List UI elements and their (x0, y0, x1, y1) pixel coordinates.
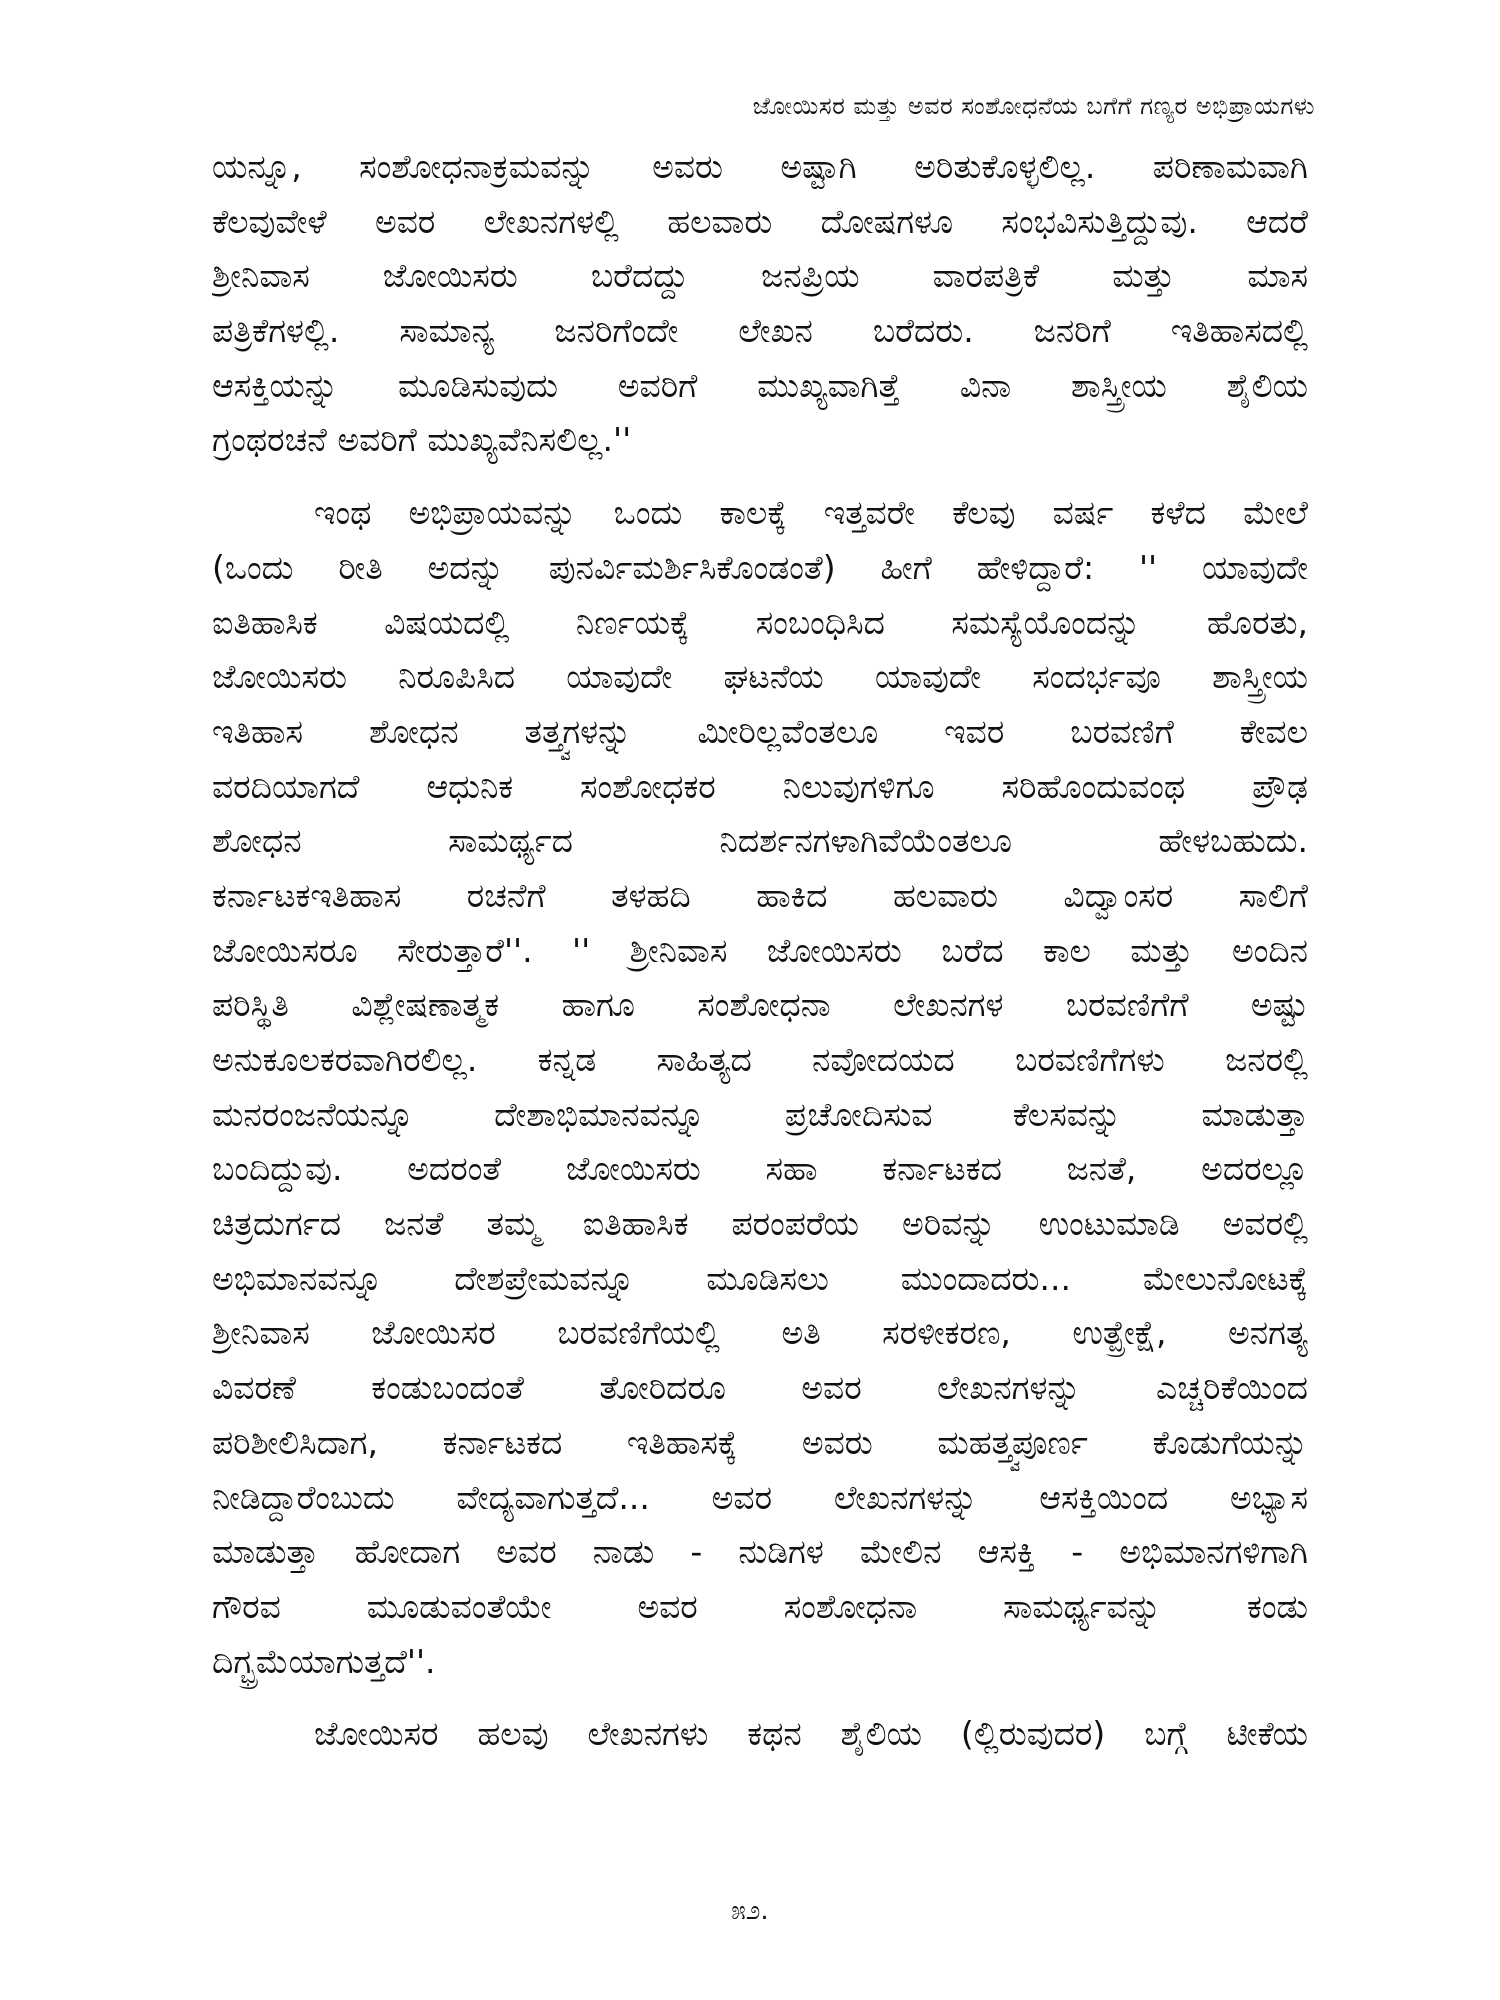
text-line: ಕರ್ನಾಟಕಇತಿಹಾಸ ರಚನೆಗೆ ತಳಹದಿ ಹಾಕಿದ ಹಲವಾರು ವಿದ್ವಾಂಸರ ಸಾಲಿಗೆ (212, 875, 1308, 915)
text-line: ಶ್ರೀನಿವಾಸ ಜೋಯಿಸರು ಬರೆದದ್ದು ಜನಪ್ರಿಯ ವಾರಪತ್ರಿಕೆ ಮತ್ತು ಮಾಸ (212, 256, 1308, 296)
text-line: ಪತ್ರಿಕೆಗಳಲ್ಲಿ. ಸಾಮಾನ್ಯ ಜನರಿಗೆಂದೇ ಲೇಖನ ಬರೆದರು. ಜನರಿಗೆ ಇತಿಹಾಸದಲ್ಲಿ (212, 311, 1308, 351)
text-line: ಬಂದಿದ್ದುವು. ಅದರಂತೆ ಜೋಯಿಸರು ಸಹಾ ಕರ್ನಾಟಕದ ಜನತೆ, ಅದರಲ್ಲೂ (212, 1149, 1308, 1189)
paragraph (212, 486, 1308, 1689)
paragraph (212, 140, 1308, 468)
text-line: ಮನರಂಜನೆಯನ್ನೂ ದೇಶಾಭಿಮಾನವನ್ನೂ ಪ್ರಚೋದಿಸುವ ಕೆಲಸವನ್ನು ಮಾಡುತ್ತಾ (212, 1094, 1308, 1134)
text-line: ಪರಿಶೀಲಿಸಿದಾಗ, ಕರ್ನಾಟಕದ ಇತಿಹಾಸಕ್ಕೆ ಅವರು ಮಹತ್ತ್ವಪೂರ್ಣ ಕೊಡುಗೆಯನ್ನು (212, 1422, 1308, 1462)
body-text (212, 140, 1308, 1762)
text-line: ಇತಿಹಾಸ ಶೋಧನ ತತ್ತ್ವಗಳನ್ನು ಮೀರಿಲ್ಲವೆಂತಲೂ ಇವರ ಬರವಣಿಗೆ ಕೇವಲ (212, 711, 1308, 751)
text-line: ಗ್ರಂಥರಚನೆ ಅವರಿಗೆ ಮುಖ್ಯವೆನಿಸಲಿಲ್ಲ.'' (212, 420, 632, 460)
text-line: ಆಸಕ್ತಿಯನ್ನು ಮೂಡಿಸುವುದು ಅವರಿಗೆ ಮುಖ್ಯವಾಗಿತ್ತೆ ವಿನಾ ಶಾಸ್ತ್ರೀಯ ಶೈಲಿಯ (212, 365, 1308, 405)
text-line: ಚಿತ್ರದುರ್ಗದ ಜನತೆ ತಮ್ಮ ಐತಿಹಾಸಿಕ ಪರಂಪರೆಯ ಅರಿವನ್ನು ಉಂಟುಮಾಡಿ ಅವರಲ್ಲಿ (212, 1204, 1308, 1244)
text-line: ಜೋಯಿಸರ ಹಲವು ಲೇಖನಗಳು ಕಥನ ಶೈಲಿಯ (ಲ್ಲಿರುವುದರ) ಬಗ್ಗೆ ಟೀಕೆಯ (314, 1714, 1308, 1754)
page-number: ೫೨. (731, 1896, 769, 1926)
text-line: ಶ್ರೀನಿವಾಸ ಜೋಯಿಸರ ಬರವಣಿಗೆಯಲ್ಲಿ ಅತಿ ಸರಳೀಕರಣ, ಉತ್ಪ್ರೇಕ್ಷೆ, ಅನಗತ್ಯ (212, 1313, 1308, 1353)
text-line: ನೀಡಿದ್ದಾರೆಂಬುದು ವೇದ್ಯವಾಗುತ್ತದೆ... ಅವರ ಲೇಖನಗಳನ್ನು ಆಸಕ್ತಿಯಿಂದ ಅಭ್ಯಾಸ (212, 1477, 1308, 1517)
text-line: ಅಭಿಮಾನವನ್ನೂ ದೇಶಪ್ರೇಮವನ್ನೂ ಮೂಡಿಸಲು ಮುಂದಾದರು... ಮೇಲುನೋಟಕ್ಕೆ (212, 1258, 1308, 1298)
text-line: ಯನ್ನೂ, ಸಂಶೋಧನಾಕ್ರಮವನ್ನು ಅವರು ಅಷ್ಟಾಗಿ ಅರಿತುಕೊಳ್ಳಲಿಲ್ಲ. ಪರಿಣಾಮವಾಗಿ (212, 147, 1308, 186)
text-line: ಗೌರವ ಮೂಡುವಂತೆಯೇ ಅವರ ಸಂಶೋಧನಾ ಸಾಮರ್ಥ್ಯವನ್ನು ಕಂಡು (212, 1586, 1308, 1626)
text-line: ಇಂಥ ಅಭಿಪ್ರಾಯವನ್ನು ಒಂದು ಕಾಲಕ್ಕೆ ಇತ್ತವರೇ ಕೆಲವು ವರ್ಷ ಕಳೆದ ಮೇಲೆ (314, 493, 1308, 533)
running-header: ಜೋಯಿಸರ ಮತ್ತು ಅವರ ಸಂಶೋಧನೆಯ ಬಗೆಗೆ ಗಣ್ಯರ ಅಭಿಪ್ರಾಯಗಳು (752, 92, 1315, 120)
text-line: ಶೋಧನ ಸಾಮರ್ಥ್ಯದ ನಿದರ್ಶನಗಳಾಗಿವೆಯೆಂತಲೂ ಹೇಳಬಹುದು. (212, 821, 1308, 861)
text-line: ವಿವರಣೆ ಕಂಡುಬಂದಂತೆ ತೋರಿದರೂ ಅವರ ಲೇಖನಗಳನ್ನು ಎಚ್ಚರಿಕೆಯಿಂದ (212, 1368, 1308, 1408)
text-line: ಐತಿಹಾಸಿಕ ವಿಷಯದಲ್ಲಿ ನಿರ್ಣಯಕ್ಕೆ ಸಂಬಂಧಿಸಿದ ಸಮಸ್ಯೆಯೊಂದನ್ನು ಹೊರತು, (212, 602, 1308, 642)
text-line: ಮಾಡುತ್ತಾ ಹೋದಾಗ ಅವರ ನಾಡು - ನುಡಿಗಳ ಮೇಲಿನ ಆಸಕ್ತಿ - ಅಭಿಮಾನಗಳಿಗಾಗಿ (212, 1532, 1308, 1572)
paragraph (212, 1707, 1308, 1762)
text-line: ಜೋಯಿಸರು ನಿರೂಪಿಸಿದ ಯಾವುದೇ ಘಟನೆಯ ಯಾವುದೇ ಸಂದರ್ಭವೂ ಶಾಸ್ತ್ರೀಯ (212, 657, 1308, 697)
text-line: ಜೋಯಿಸರೂ ಸೇರುತ್ತಾರೆ''. '' ಶ್ರೀನಿವಾಸ ಜೋಯಿಸರು ಬರೆದ ಕಾಲ ಮತ್ತು ಅಂದಿನ (212, 930, 1308, 970)
text-line: ದಿಗ್ಭ್ರಮೆಯಾಗುತ್ತದೆ''. (212, 1641, 436, 1681)
text-line: ಅನುಕೂಲಕರವಾಗಿರಲಿಲ್ಲ. ಕನ್ನಡ ಸಾಹಿತ್ಯದ ನವೋದಯದ ಬರವಣಿಗೆಗಳು ಜನರಲ್ಲಿ (212, 1040, 1308, 1079)
text-line: ಕೆಲವುವೇಳೆ ಅವರ ಲೇಖನಗಳಲ್ಲಿ ಹಲವಾರು ದೋಷಗಳೂ ಸಂಭವಿಸುತ್ತಿದ್ದುವು. ಆದರೆ (212, 201, 1308, 241)
text-line: (ಒಂದು ರೀತಿ ಅದನ್ನು ಪುನರ್ವಿಮರ್ಶಿಸಿಕೊಂಡಂತೆ) ಹೀಗೆ ಹೇಳಿದ್ದಾರೆ: '' ಯಾವುದೇ (212, 547, 1308, 587)
text-line: ಪರಿಸ್ಥಿತಿ ವಿಶ್ಲೇಷಣಾತ್ಮಕ ಹಾಗೂ ಸಂಶೋಧನಾ ಲೇಖನಗಳ ಬರವಣಿಗೆಗೆ ಅಷ್ಟು (212, 985, 1308, 1025)
text-line: ವರದಿಯಾಗದೆ ಆಧುನಿಕ ಸಂಶೋಧಕರ ನಿಲುವುಗಳಿಗೂ ಸರಿಹೊಂದುವಂಥ ಪ್ರೌಢ (212, 766, 1308, 806)
